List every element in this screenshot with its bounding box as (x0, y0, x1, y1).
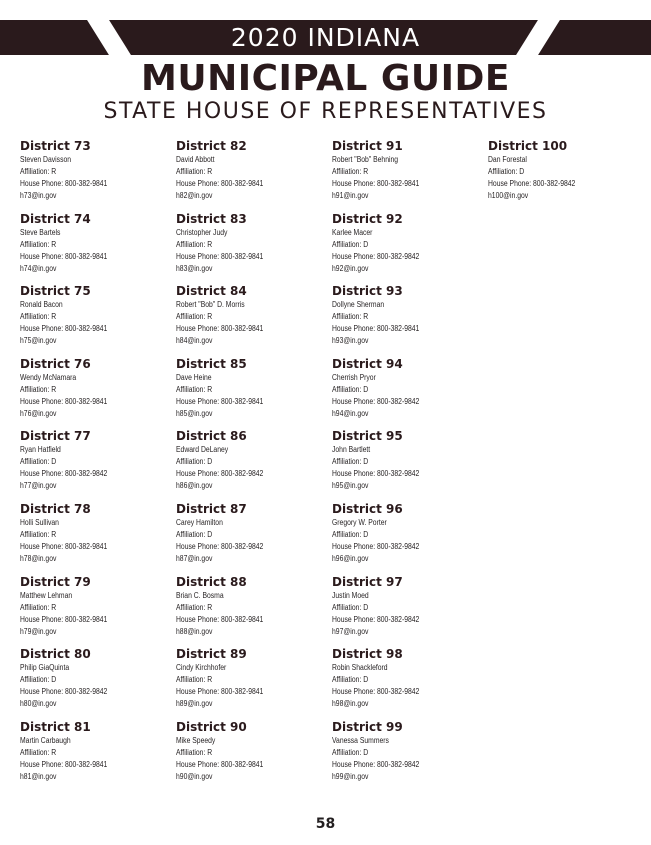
representative-name: Gregory W. Porter (332, 518, 387, 527)
house-phone: House Phone: 800-382-9842 (332, 542, 420, 551)
district-heading: District 75 (20, 284, 91, 299)
district-heading: District 76 (20, 356, 91, 371)
district-entry (332, 720, 482, 783)
district-entry (332, 502, 482, 565)
affiliation: Affiliation: R (176, 602, 213, 612)
affiliation: Affiliation: D (332, 239, 369, 249)
district-entry (332, 212, 482, 275)
email-address: h84@in.gov (176, 336, 213, 346)
affiliation: Affiliation: D (332, 457, 369, 467)
affiliation: Affiliation: D (20, 457, 57, 467)
affiliation: Affiliation: D (176, 457, 213, 467)
house-phone: House Phone: 800-382-9842 (20, 469, 108, 479)
district-heading: District 77 (20, 429, 91, 444)
email-address: h75@in.gov (20, 336, 57, 346)
representative-name: Mike Speedy (176, 735, 216, 745)
district-heading: District 73 (20, 139, 91, 153)
affiliation: Affiliation: R (20, 747, 57, 757)
affiliation: Affiliation: R (176, 675, 213, 685)
district-entry (332, 575, 482, 638)
representative-name: Wendy McNamara (20, 372, 77, 382)
representative-name: Steven Davisson (20, 155, 72, 164)
house-phone: House Phone: 800-382-9842 (332, 396, 420, 406)
email-address: h92@in.gov (332, 263, 369, 273)
affiliation: Affiliation: R (20, 167, 57, 176)
district-heading: District 93 (332, 284, 403, 299)
representative-name: Vanessa Summers (332, 735, 389, 745)
house-phone: House Phone: 800-382-9841 (176, 251, 264, 261)
representative-name: Holli Sullivan (20, 518, 59, 527)
district-entry (332, 429, 482, 492)
representative-name: Robert "Bob" D. Morris (176, 300, 245, 310)
email-address: h93@in.gov (332, 336, 369, 346)
house-phone: House Phone: 800-382-9841 (20, 251, 108, 261)
house-phone: House Phone: 800-382-9842 (20, 687, 108, 697)
representative-name: Dollyne Sherman (332, 300, 385, 310)
representative-name: Edward DeLaney (176, 445, 229, 455)
affiliation: Affiliation: R (176, 167, 213, 176)
email-address: h82@in.gov (176, 191, 213, 200)
district-heading: District 87 (176, 502, 247, 516)
page-subtitle: STATE HOUSE OF REPRESENTATIVES (103, 99, 548, 124)
email-address: h97@in.gov (332, 626, 369, 636)
representative-name: John Bartlett (332, 445, 371, 455)
email-address: h95@in.gov (332, 481, 369, 491)
representative-name: Dave Heine (176, 372, 212, 382)
email-address: h87@in.gov (176, 554, 213, 563)
district-heading: District 94 (332, 356, 403, 371)
house-phone: House Phone: 800-382-9841 (332, 179, 420, 188)
district-heading: District 80 (20, 647, 91, 662)
house-phone: House Phone: 800-382-9842 (488, 179, 576, 188)
district-entry (20, 502, 170, 565)
affiliation: Affiliation: D (332, 602, 369, 612)
district-entry (176, 357, 326, 420)
district-entry (20, 647, 170, 710)
district-heading: District 91 (332, 139, 403, 153)
representative-name: Cindy Kirchhofer (176, 663, 227, 673)
representative-name: Robin Shackleford (332, 663, 388, 673)
email-address: h76@in.gov (20, 408, 57, 418)
house-phone: House Phone: 800-382-9841 (20, 542, 108, 551)
representative-name: Brian C. Bosma (176, 590, 224, 600)
email-address: h100@in.gov (488, 191, 529, 200)
district-heading: District 96 (332, 502, 403, 516)
district-entry (176, 502, 326, 565)
affiliation: Affiliation: R (20, 239, 57, 249)
representative-name: Karlee Macer (332, 227, 373, 237)
affiliation: Affiliation: D (488, 167, 525, 176)
district-heading: District 99 (332, 719, 403, 734)
house-phone: House Phone: 800-382-9841 (20, 396, 108, 406)
district-entry (20, 357, 170, 420)
banner-title: 2020 INDIANA (230, 23, 421, 52)
affiliation: Affiliation: D (176, 530, 213, 539)
district-entry (20, 212, 170, 275)
district-entry (176, 647, 326, 710)
representative-name: Steve Bartels (20, 227, 61, 237)
email-address: h80@in.gov (20, 699, 57, 709)
house-phone: House Phone: 800-382-9842 (176, 469, 264, 479)
house-phone: House Phone: 800-382-9842 (332, 687, 420, 697)
email-address: h90@in.gov (176, 771, 213, 781)
representative-name: Dan Forestal (488, 155, 527, 164)
district-entry (488, 139, 638, 202)
house-phone: House Phone: 800-382-9841 (176, 179, 264, 188)
representative-name: Ryan Hatfield (20, 445, 61, 455)
house-phone: House Phone: 800-382-9841 (176, 324, 264, 334)
representative-name: Robert "Bob" Behning (332, 155, 399, 164)
district-heading: District 79 (20, 574, 91, 589)
district-entry (20, 429, 170, 492)
affiliation: Affiliation: R (332, 312, 369, 322)
email-address: h91@in.gov (332, 191, 369, 200)
district-heading: District 89 (176, 647, 247, 662)
district-entry (176, 139, 326, 202)
house-phone: House Phone: 800-382-9841 (20, 614, 108, 624)
house-phone: House Phone: 800-382-9842 (176, 542, 264, 551)
house-phone: House Phone: 800-382-9841 (176, 614, 264, 624)
email-address: h78@in.gov (20, 554, 57, 563)
email-address: h77@in.gov (20, 481, 57, 491)
affiliation: Affiliation: D (332, 530, 369, 539)
email-address: h96@in.gov (332, 554, 369, 563)
header-banner (0, 20, 651, 55)
affiliation: Affiliation: R (176, 747, 213, 757)
representative-name: Christopher Judy (176, 227, 228, 237)
representative-name: Ronald Bacon (20, 300, 63, 310)
district-entry (20, 284, 170, 347)
email-address: h89@in.gov (176, 699, 213, 709)
district-heading: District 84 (176, 284, 247, 299)
email-address: h98@in.gov (332, 699, 369, 709)
district-heading: District 100 (488, 139, 568, 153)
representative-name: David Abbott (176, 155, 215, 164)
page-title: MUNICIPAL GUIDE (141, 58, 510, 99)
affiliation: Affiliation: R (176, 312, 213, 322)
district-heading: District 95 (332, 429, 403, 444)
district-heading: District 81 (20, 719, 91, 734)
email-address: h86@in.gov (176, 481, 213, 491)
email-address: h74@in.gov (20, 263, 57, 273)
house-phone: House Phone: 800-382-9842 (332, 251, 420, 261)
affiliation: Affiliation: R (176, 239, 213, 249)
district-entry (332, 139, 482, 202)
affiliation: Affiliation: R (20, 530, 57, 539)
district-entry (176, 212, 326, 275)
email-address: h83@in.gov (176, 263, 213, 273)
affiliation: Affiliation: D (332, 747, 369, 757)
house-phone: House Phone: 800-382-9841 (176, 396, 264, 406)
email-address: h79@in.gov (20, 626, 57, 636)
district-heading: District 78 (20, 502, 91, 516)
email-address: h99@in.gov (332, 771, 369, 781)
email-address: h81@in.gov (20, 771, 57, 781)
affiliation: Affiliation: D (332, 675, 369, 685)
house-phone: House Phone: 800-382-9841 (20, 179, 108, 188)
district-heading: District 83 (176, 211, 247, 226)
district-heading: District 88 (176, 574, 247, 589)
representative-name: Matthew Lehman (20, 590, 73, 600)
district-heading: District 92 (332, 211, 403, 226)
district-entry (20, 139, 170, 202)
affiliation: Affiliation: R (20, 312, 57, 322)
district-entry (20, 720, 170, 783)
email-address: h88@in.gov (176, 626, 213, 636)
representative-name: Justin Moed (332, 590, 369, 600)
affiliation: Affiliation: R (20, 384, 57, 394)
affiliation: Affiliation: R (176, 384, 213, 394)
district-entry (332, 647, 482, 710)
email-address: h73@in.gov (20, 191, 57, 200)
affiliation: Affiliation: D (332, 384, 369, 394)
district-heading: District 85 (176, 356, 247, 371)
district-entry (332, 284, 482, 347)
house-phone: House Phone: 800-382-9841 (176, 687, 264, 697)
district-entry (176, 284, 326, 347)
district-entry (20, 575, 170, 638)
district-heading: District 97 (332, 574, 403, 589)
house-phone: House Phone: 800-382-9841 (20, 324, 108, 334)
email-address: h94@in.gov (332, 408, 369, 418)
district-heading: District 90 (176, 719, 247, 734)
email-address: h85@in.gov (176, 408, 213, 418)
representative-name: Martin Carbaugh (20, 735, 71, 745)
affiliation: Affiliation: R (332, 167, 369, 176)
district-entry (176, 575, 326, 638)
page-number: 58 (315, 816, 336, 832)
house-phone: House Phone: 800-382-9841 (20, 759, 108, 769)
house-phone: House Phone: 800-382-9842 (332, 759, 420, 769)
representative-name: Philip GiaQuinta (20, 663, 70, 673)
representative-name: Cherrish Pryor (332, 372, 376, 382)
house-phone: House Phone: 800-382-9841 (176, 759, 264, 769)
house-phone: House Phone: 800-382-9841 (332, 324, 420, 334)
affiliation: Affiliation: D (20, 675, 57, 685)
house-phone: House Phone: 800-382-9842 (332, 469, 420, 479)
affiliation: Affiliation: R (20, 602, 57, 612)
district-directory (20, 139, 640, 789)
district-heading: District 98 (332, 647, 403, 662)
district-entry (176, 720, 326, 783)
house-phone: House Phone: 800-382-9842 (332, 614, 420, 624)
district-entry (176, 429, 326, 492)
district-heading: District 82 (176, 139, 247, 153)
district-heading: District 74 (20, 211, 91, 226)
representative-name: Carey Hamilton (176, 518, 223, 527)
district-heading: District 86 (176, 429, 247, 444)
district-entry (332, 357, 482, 420)
